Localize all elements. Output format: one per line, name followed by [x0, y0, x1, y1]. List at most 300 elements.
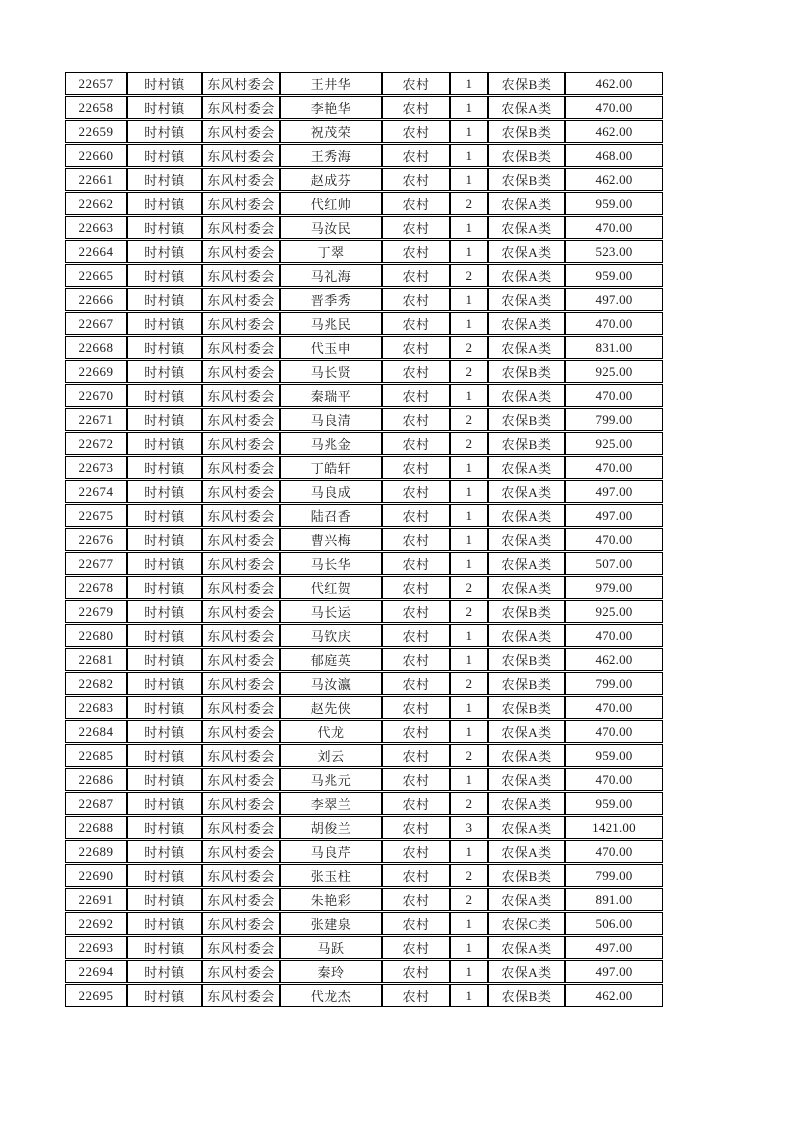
cell-town: 时村镇: [127, 912, 202, 935]
cell-insurance-category: 农保A类: [488, 384, 565, 407]
cell-village-committee: 东风村委会: [202, 528, 280, 551]
cell-village-committee: 东风村委会: [202, 840, 280, 863]
table-row: [65, 480, 663, 503]
cell-record-number: 22657: [65, 72, 127, 95]
cell-insurance-category: 农保B类: [488, 144, 565, 167]
cell-residence-type: 农村: [382, 840, 450, 863]
cell-residence-type: 农村: [382, 216, 450, 239]
cell-person-name: 马良芹: [280, 840, 382, 863]
cell-residence-type: 农村: [382, 264, 450, 287]
cell-person-count: 1: [450, 624, 488, 647]
cell-village-committee: 东风村委会: [202, 864, 280, 887]
cell-insurance-category: 农保A类: [488, 240, 565, 263]
cell-insurance-category: 农保A类: [488, 552, 565, 575]
cell-amount: 470.00: [565, 456, 663, 479]
cell-record-number: 22676: [65, 528, 127, 551]
cell-amount: 925.00: [565, 600, 663, 623]
cell-record-number: 22658: [65, 96, 127, 119]
cell-person-name: 马兆元: [280, 768, 382, 791]
table-row: [65, 720, 663, 743]
table-row: [65, 336, 663, 359]
cell-record-number: 22669: [65, 360, 127, 383]
cell-village-committee: 东风村委会: [202, 960, 280, 983]
cell-insurance-category: 农保A类: [488, 192, 565, 215]
cell-person-count: 1: [450, 120, 488, 143]
cell-record-number: 22670: [65, 384, 127, 407]
cell-person-count: 1: [450, 648, 488, 671]
cell-record-number: 22679: [65, 600, 127, 623]
cell-insurance-category: 农保A类: [488, 720, 565, 743]
cell-insurance-category: 农保B类: [488, 408, 565, 431]
cell-record-number: 22683: [65, 696, 127, 719]
cell-person-count: 1: [450, 240, 488, 263]
cell-insurance-category: 农保A类: [488, 456, 565, 479]
cell-village-committee: 东风村委会: [202, 120, 280, 143]
cell-village-committee: 东风村委会: [202, 816, 280, 839]
table-row: [65, 144, 663, 167]
cell-town: 时村镇: [127, 672, 202, 695]
cell-insurance-category: 农保B类: [488, 672, 565, 695]
table-row: [65, 552, 663, 575]
cell-person-count: 2: [450, 192, 488, 215]
cell-village-committee: 东风村委会: [202, 336, 280, 359]
cell-insurance-category: 农保A类: [488, 936, 565, 959]
cell-person-count: 1: [450, 912, 488, 935]
cell-amount: 462.00: [565, 648, 663, 671]
cell-person-name: 马汝民: [280, 216, 382, 239]
table-row: [65, 792, 663, 815]
cell-town: 时村镇: [127, 624, 202, 647]
cell-person-count: 1: [450, 696, 488, 719]
cell-insurance-category: 农保A类: [488, 888, 565, 911]
cell-town: 时村镇: [127, 960, 202, 983]
cell-person-name: 马钦庆: [280, 624, 382, 647]
cell-village-committee: 东风村委会: [202, 432, 280, 455]
cell-person-count: 1: [450, 456, 488, 479]
cell-residence-type: 农村: [382, 624, 450, 647]
table-row: [65, 360, 663, 383]
cell-person-count: 2: [450, 744, 488, 767]
cell-person-name: 马跃: [280, 936, 382, 959]
cell-amount: 462.00: [565, 120, 663, 143]
table-row: [65, 96, 663, 119]
cell-person-count: 1: [450, 168, 488, 191]
cell-village-committee: 东风村委会: [202, 984, 280, 1007]
cell-amount: 462.00: [565, 984, 663, 1007]
cell-record-number: 22678: [65, 576, 127, 599]
cell-record-number: 22671: [65, 408, 127, 431]
table-row: [65, 432, 663, 455]
cell-village-committee: 东风村委会: [202, 360, 280, 383]
cell-residence-type: 农村: [382, 192, 450, 215]
cell-insurance-category: 农保A类: [488, 264, 565, 287]
cell-town: 时村镇: [127, 432, 202, 455]
cell-residence-type: 农村: [382, 168, 450, 191]
cell-record-number: 22661: [65, 168, 127, 191]
table-row: [65, 888, 663, 911]
table-row: [65, 816, 663, 839]
cell-residence-type: 农村: [382, 792, 450, 815]
cell-amount: 470.00: [565, 528, 663, 551]
cell-insurance-category: 农保A类: [488, 216, 565, 239]
table-row: [65, 984, 663, 1007]
cell-town: 时村镇: [127, 648, 202, 671]
cell-village-committee: 东风村委会: [202, 576, 280, 599]
cell-residence-type: 农村: [382, 120, 450, 143]
cell-town: 时村镇: [127, 192, 202, 215]
cell-residence-type: 农村: [382, 288, 450, 311]
cell-amount: 470.00: [565, 696, 663, 719]
cell-insurance-category: 农保A类: [488, 96, 565, 119]
cell-amount: 925.00: [565, 360, 663, 383]
cell-residence-type: 农村: [382, 600, 450, 623]
cell-town: 时村镇: [127, 552, 202, 575]
cell-person-count: 3: [450, 816, 488, 839]
cell-insurance-category: 农保A类: [488, 792, 565, 815]
cell-person-name: 马长华: [280, 552, 382, 575]
cell-residence-type: 农村: [382, 552, 450, 575]
cell-person-count: 1: [450, 984, 488, 1007]
cell-town: 时村镇: [127, 96, 202, 119]
cell-record-number: 22659: [65, 120, 127, 143]
cell-person-count: 1: [450, 312, 488, 335]
table-row: [65, 960, 663, 983]
cell-person-count: 2: [450, 408, 488, 431]
cell-person-count: 1: [450, 768, 488, 791]
cell-insurance-category: 农保A类: [488, 504, 565, 527]
cell-record-number: 22687: [65, 792, 127, 815]
cell-residence-type: 农村: [382, 984, 450, 1007]
table-row: [65, 168, 663, 191]
cell-residence-type: 农村: [382, 576, 450, 599]
cell-record-number: 22667: [65, 312, 127, 335]
cell-insurance-category: 农保A类: [488, 480, 565, 503]
cell-village-committee: 东风村委会: [202, 600, 280, 623]
table-row: [65, 504, 663, 527]
cell-person-name: 马兆金: [280, 432, 382, 455]
cell-insurance-category: 农保A类: [488, 960, 565, 983]
cell-residence-type: 农村: [382, 96, 450, 119]
cell-person-name: 秦瑞平: [280, 384, 382, 407]
cell-amount: 470.00: [565, 216, 663, 239]
cell-town: 时村镇: [127, 336, 202, 359]
cell-town: 时村镇: [127, 360, 202, 383]
cell-person-name: 祝茂荣: [280, 120, 382, 143]
cell-person-count: 2: [450, 576, 488, 599]
cell-person-count: 2: [450, 792, 488, 815]
cell-village-committee: 东风村委会: [202, 408, 280, 431]
cell-amount: 470.00: [565, 312, 663, 335]
cell-record-number: 22690: [65, 864, 127, 887]
cell-record-number: 22684: [65, 720, 127, 743]
cell-residence-type: 农村: [382, 768, 450, 791]
cell-insurance-category: 农保B类: [488, 648, 565, 671]
cell-person-count: 1: [450, 384, 488, 407]
cell-insurance-category: 农保A类: [488, 576, 565, 599]
table-row: [65, 528, 663, 551]
cell-town: 时村镇: [127, 816, 202, 839]
cell-insurance-category: 农保A类: [488, 336, 565, 359]
table-row: [65, 240, 663, 263]
table-row: [65, 384, 663, 407]
cell-person-count: 1: [450, 720, 488, 743]
cell-town: 时村镇: [127, 72, 202, 95]
cell-residence-type: 农村: [382, 744, 450, 767]
cell-village-committee: 东风村委会: [202, 936, 280, 959]
cell-town: 时村镇: [127, 792, 202, 815]
cell-person-name: 李翠兰: [280, 792, 382, 815]
benefits-table: [65, 71, 663, 1008]
cell-town: 时村镇: [127, 744, 202, 767]
cell-record-number: 22677: [65, 552, 127, 575]
cell-insurance-category: 农保A类: [488, 744, 565, 767]
benefits-table-body: [65, 72, 663, 1007]
cell-village-committee: 东风村委会: [202, 624, 280, 647]
cell-person-count: 1: [450, 480, 488, 503]
table-row: [65, 216, 663, 239]
cell-person-count: 1: [450, 936, 488, 959]
cell-residence-type: 农村: [382, 72, 450, 95]
cell-person-name: 张玉柱: [280, 864, 382, 887]
cell-village-committee: 东风村委会: [202, 768, 280, 791]
cell-residence-type: 农村: [382, 384, 450, 407]
cell-amount: 506.00: [565, 912, 663, 935]
cell-amount: 799.00: [565, 408, 663, 431]
cell-record-number: 22689: [65, 840, 127, 863]
cell-village-committee: 东风村委会: [202, 384, 280, 407]
cell-residence-type: 农村: [382, 696, 450, 719]
cell-person-name: 马汝瀛: [280, 672, 382, 695]
cell-record-number: 22686: [65, 768, 127, 791]
cell-person-name: 陆召香: [280, 504, 382, 527]
cell-insurance-category: 农保B类: [488, 696, 565, 719]
cell-insurance-category: 农保B类: [488, 864, 565, 887]
cell-amount: 497.00: [565, 504, 663, 527]
table-row: [65, 840, 663, 863]
cell-person-name: 晋季秀: [280, 288, 382, 311]
cell-person-name: 赵成芬: [280, 168, 382, 191]
cell-amount: 959.00: [565, 264, 663, 287]
cell-record-number: 22688: [65, 816, 127, 839]
cell-amount: 468.00: [565, 144, 663, 167]
cell-record-number: 22668: [65, 336, 127, 359]
cell-town: 时村镇: [127, 936, 202, 959]
cell-insurance-category: 农保A类: [488, 288, 565, 311]
cell-insurance-category: 农保A类: [488, 840, 565, 863]
cell-person-name: 马良清: [280, 408, 382, 431]
cell-record-number: 22681: [65, 648, 127, 671]
cell-residence-type: 农村: [382, 816, 450, 839]
cell-amount: 470.00: [565, 720, 663, 743]
table-row: [65, 696, 663, 719]
table-row: [65, 744, 663, 767]
cell-person-count: 2: [450, 864, 488, 887]
cell-residence-type: 农村: [382, 936, 450, 959]
cell-record-number: 22691: [65, 888, 127, 911]
cell-village-committee: 东风村委会: [202, 744, 280, 767]
cell-town: 时村镇: [127, 240, 202, 263]
cell-amount: 959.00: [565, 192, 663, 215]
cell-amount: 470.00: [565, 384, 663, 407]
table-row: [65, 456, 663, 479]
cell-town: 时村镇: [127, 888, 202, 911]
cell-person-count: 1: [450, 960, 488, 983]
cell-record-number: 22665: [65, 264, 127, 287]
cell-record-number: 22695: [65, 984, 127, 1007]
cell-person-count: 1: [450, 288, 488, 311]
cell-insurance-category: 农保A类: [488, 528, 565, 551]
cell-amount: 925.00: [565, 432, 663, 455]
cell-village-committee: 东风村委会: [202, 216, 280, 239]
cell-record-number: 22660: [65, 144, 127, 167]
cell-record-number: 22666: [65, 288, 127, 311]
cell-town: 时村镇: [127, 408, 202, 431]
cell-record-number: 22662: [65, 192, 127, 215]
cell-record-number: 22692: [65, 912, 127, 935]
cell-village-committee: 东风村委会: [202, 312, 280, 335]
cell-residence-type: 农村: [382, 504, 450, 527]
cell-amount: 497.00: [565, 936, 663, 959]
cell-residence-type: 农村: [382, 408, 450, 431]
cell-village-committee: 东风村委会: [202, 696, 280, 719]
cell-person-count: 2: [450, 264, 488, 287]
cell-town: 时村镇: [127, 120, 202, 143]
cell-town: 时村镇: [127, 528, 202, 551]
cell-residence-type: 农村: [382, 672, 450, 695]
cell-person-name: 丁皓轩: [280, 456, 382, 479]
table-row: [65, 120, 663, 143]
cell-town: 时村镇: [127, 216, 202, 239]
cell-village-committee: 东风村委会: [202, 456, 280, 479]
cell-record-number: 22672: [65, 432, 127, 455]
cell-person-name: 张建泉: [280, 912, 382, 935]
cell-person-count: 2: [450, 672, 488, 695]
cell-village-committee: 东风村委会: [202, 504, 280, 527]
cell-person-name: 王井华: [280, 72, 382, 95]
cell-record-number: 22680: [65, 624, 127, 647]
cell-person-count: 1: [450, 504, 488, 527]
cell-person-name: 丁翠: [280, 240, 382, 263]
cell-village-committee: 东风村委会: [202, 72, 280, 95]
cell-town: 时村镇: [127, 696, 202, 719]
cell-record-number: 22664: [65, 240, 127, 263]
cell-amount: 799.00: [565, 672, 663, 695]
cell-village-committee: 东风村委会: [202, 480, 280, 503]
cell-record-number: 22685: [65, 744, 127, 767]
cell-record-number: 22663: [65, 216, 127, 239]
cell-amount: 497.00: [565, 288, 663, 311]
cell-amount: 1421.00: [565, 816, 663, 839]
cell-person-name: 代龙: [280, 720, 382, 743]
cell-town: 时村镇: [127, 984, 202, 1007]
cell-amount: 470.00: [565, 840, 663, 863]
cell-residence-type: 农村: [382, 432, 450, 455]
cell-residence-type: 农村: [382, 648, 450, 671]
cell-residence-type: 农村: [382, 144, 450, 167]
cell-insurance-category: 农保B类: [488, 432, 565, 455]
cell-person-count: 1: [450, 216, 488, 239]
cell-record-number: 22682: [65, 672, 127, 695]
cell-person-name: 代龙杰: [280, 984, 382, 1007]
cell-residence-type: 农村: [382, 312, 450, 335]
cell-residence-type: 农村: [382, 480, 450, 503]
cell-insurance-category: 农保A类: [488, 624, 565, 647]
cell-village-committee: 东风村委会: [202, 672, 280, 695]
cell-town: 时村镇: [127, 264, 202, 287]
cell-person-name: 马长运: [280, 600, 382, 623]
table-row: [65, 936, 663, 959]
cell-village-committee: 东风村委会: [202, 240, 280, 263]
cell-insurance-category: 农保A类: [488, 312, 565, 335]
cell-amount: 462.00: [565, 168, 663, 191]
cell-person-name: 代红帅: [280, 192, 382, 215]
cell-village-committee: 东风村委会: [202, 552, 280, 575]
cell-person-name: 代玉申: [280, 336, 382, 359]
cell-insurance-category: 农保A类: [488, 768, 565, 791]
cell-insurance-category: 农保B类: [488, 600, 565, 623]
cell-insurance-category: 农保B类: [488, 360, 565, 383]
cell-person-name: 代红贺: [280, 576, 382, 599]
cell-amount: 497.00: [565, 480, 663, 503]
cell-town: 时村镇: [127, 720, 202, 743]
cell-town: 时村镇: [127, 456, 202, 479]
cell-person-count: 2: [450, 600, 488, 623]
table-row: [65, 408, 663, 431]
cell-residence-type: 农村: [382, 528, 450, 551]
cell-insurance-category: 农保B类: [488, 72, 565, 95]
cell-person-count: 2: [450, 432, 488, 455]
cell-person-name: 曹兴梅: [280, 528, 382, 551]
cell-town: 时村镇: [127, 288, 202, 311]
cell-insurance-category: 农保A类: [488, 816, 565, 839]
cell-person-count: 2: [450, 888, 488, 911]
cell-residence-type: 农村: [382, 336, 450, 359]
cell-person-name: 马良成: [280, 480, 382, 503]
cell-amount: 462.00: [565, 72, 663, 95]
cell-person-name: 马礼海: [280, 264, 382, 287]
table-row: [65, 648, 663, 671]
cell-insurance-category: 农保B类: [488, 984, 565, 1007]
cell-village-committee: 东风村委会: [202, 648, 280, 671]
cell-town: 时村镇: [127, 504, 202, 527]
cell-town: 时村镇: [127, 384, 202, 407]
cell-residence-type: 农村: [382, 720, 450, 743]
cell-amount: 470.00: [565, 768, 663, 791]
cell-record-number: 22675: [65, 504, 127, 527]
cell-village-committee: 东风村委会: [202, 720, 280, 743]
table-row: [65, 312, 663, 335]
cell-person-name: 王秀海: [280, 144, 382, 167]
cell-amount: 470.00: [565, 624, 663, 647]
cell-person-count: 1: [450, 840, 488, 863]
cell-person-count: 2: [450, 336, 488, 359]
cell-town: 时村镇: [127, 864, 202, 887]
cell-amount: 523.00: [565, 240, 663, 263]
cell-person-name: 刘云: [280, 744, 382, 767]
cell-record-number: 22693: [65, 936, 127, 959]
cell-person-name: 秦玲: [280, 960, 382, 983]
cell-town: 时村镇: [127, 840, 202, 863]
cell-insurance-category: 农保B类: [488, 168, 565, 191]
cell-village-committee: 东风村委会: [202, 144, 280, 167]
table-row: [65, 576, 663, 599]
cell-amount: 891.00: [565, 888, 663, 911]
cell-village-committee: 东风村委会: [202, 192, 280, 215]
cell-person-count: 1: [450, 144, 488, 167]
cell-village-committee: 东风村委会: [202, 888, 280, 911]
cell-record-number: 22673: [65, 456, 127, 479]
table-row: [65, 864, 663, 887]
